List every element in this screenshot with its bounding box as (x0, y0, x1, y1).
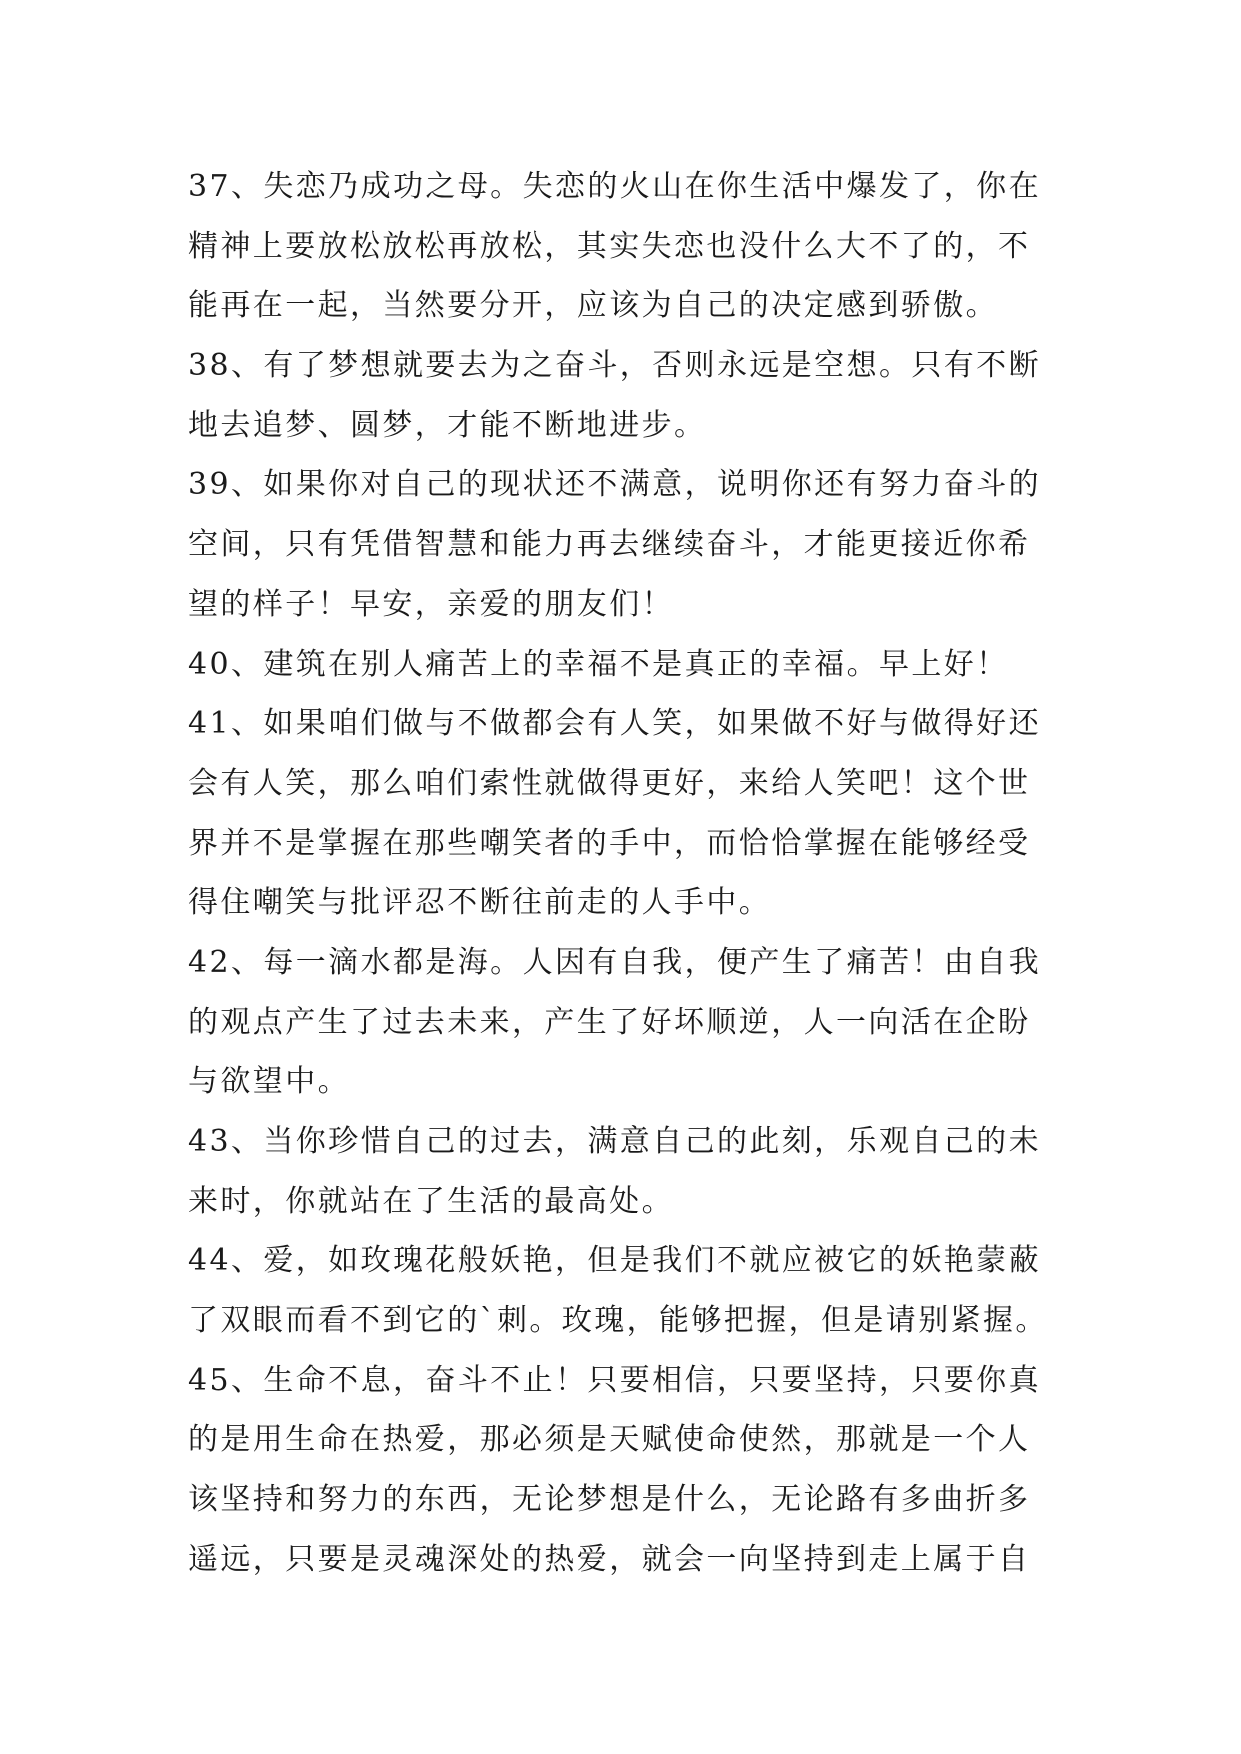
text-line: 与欲望中。 (188, 1064, 350, 1100)
text-line: 望的样子！早安，亲爱的朋友们！ (188, 586, 674, 622)
text-line: 得住嘲笑与批评忍不断往前走的人手中。 (188, 885, 772, 921)
text-line: 地去追梦、圆梦，才能不断地进步。 (188, 407, 707, 443)
text-line: 精神上要放松放松再放松，其实失恋也没什么大不了的，不 (188, 228, 1031, 264)
text-line: 40、建筑在别人痛苦上的幸福不是真正的幸福。早上好！ (188, 646, 1009, 682)
text-line: 38、有了梦想就要去为之奋斗，否则永远是空想。只有不断 (188, 348, 1041, 384)
text-line: 会有人笑，那么咱们索性就做得更好，来给人笑吧！这个世 (188, 765, 1031, 801)
text-line: 的观点产生了过去未来，产生了好坏顺逆，人一向活在企盼 (188, 1004, 1031, 1040)
text-line: 45、生命不息，奋斗不止！只要相信，只要坚持，只要你真 (188, 1362, 1041, 1398)
text-line: 42、每一滴水都是海。人因有自我，便产生了痛苦！由自我 (188, 944, 1041, 980)
text-line: 空间，只有凭借智慧和能力再去继续奋斗，才能更接近你希 (188, 527, 1031, 563)
text-line: 44、爱，如玫瑰花般妖艳，但是我们不就应被它的妖艳蒙蔽 (188, 1243, 1041, 1279)
text-line: 43、当你珍惜自己的过去，满意自己的此刻，乐观自己的未 (188, 1124, 1041, 1159)
text-line: 39、如果你对自己的现状还不满意，说明你还有努力奋斗的 (188, 467, 1041, 503)
body-text (188, 157, 1068, 1590)
text-line: 来时，你就站在了生活的最高处。 (188, 1183, 674, 1219)
text-line: 界并不是掌握在那些嘲笑者的手中，而恰恰掌握在能够经受 (188, 825, 1031, 861)
text-line: 该坚持和努力的东西，无论梦想是什么，无论路有多曲折多 (188, 1482, 1031, 1518)
text-line: 能再在一起，当然要分开，应该为自己的决定感到骄傲。 (188, 288, 998, 324)
text-line: 的是用生命在热爱，那必须是天赋使命使然，那就是一个人 (188, 1422, 1031, 1458)
text-line: 了双眼而看不到它的`刺。玫瑰，能够把握，但是请别紧握。 (188, 1303, 1048, 1339)
text-line: 遥远，只要是灵魂深处的热爱，就会一向坚持到走上属于自 (188, 1541, 1031, 1577)
text-line: 41、如果咱们做与不做都会有人笑，如果做不好与做得好还 (188, 706, 1041, 742)
text-line: 37、失恋乃成功之母。失恋的火山在你生活中爆发了，你在 (188, 169, 1041, 204)
